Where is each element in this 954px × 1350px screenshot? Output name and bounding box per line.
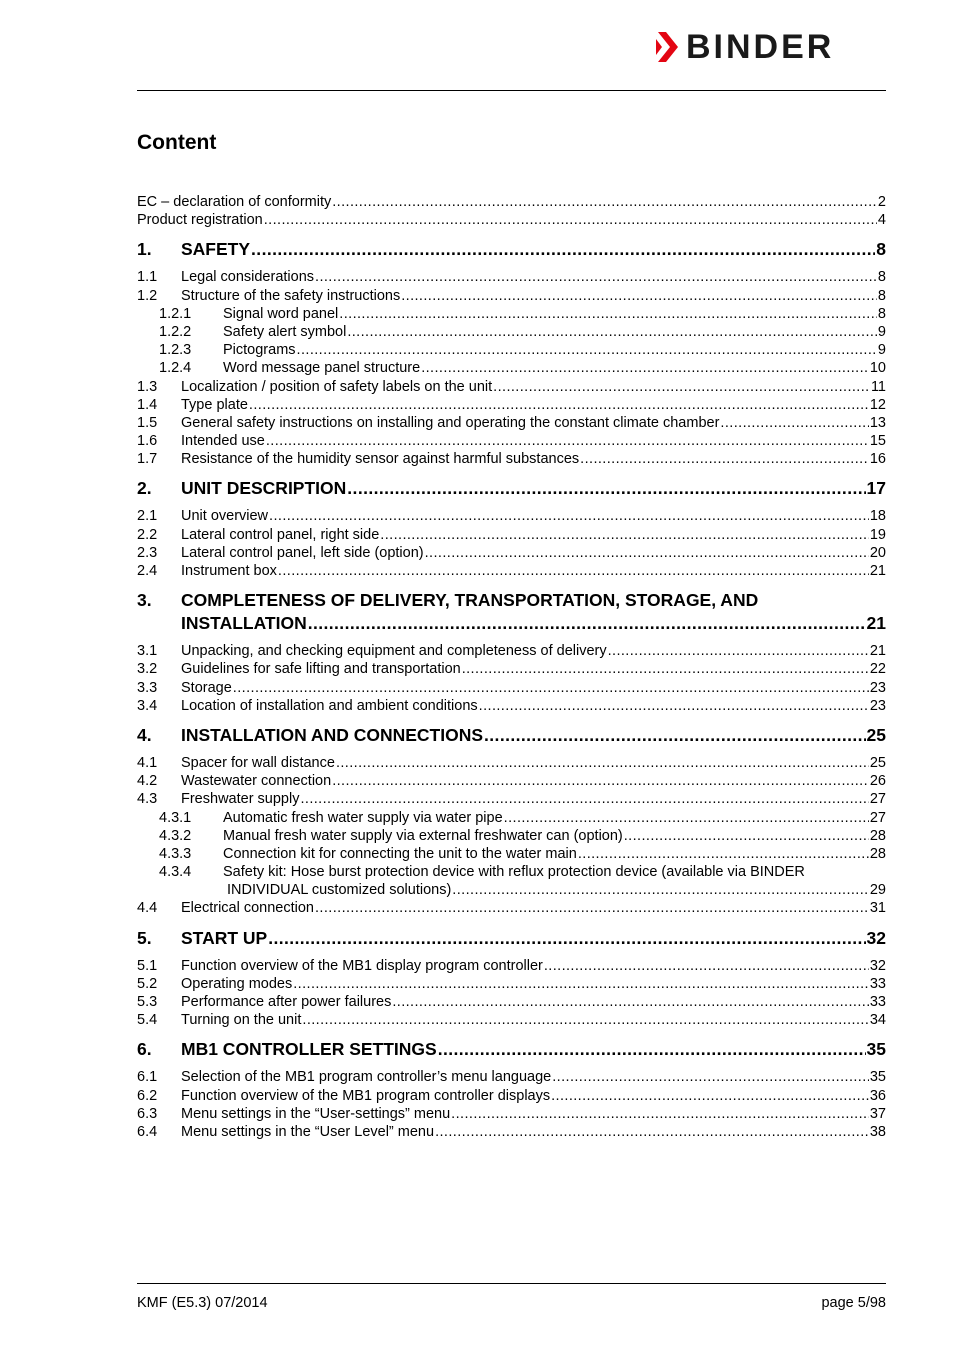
toc-entry-page: 33 xyxy=(869,994,886,1010)
toc-entry-page: 10 xyxy=(869,360,886,377)
toc-chapter-heading[interactable] xyxy=(137,477,886,500)
toc-entry-title: Unit overview xyxy=(181,508,269,525)
toc-entry-title: Legal considerations xyxy=(181,269,315,286)
toc-entry-title: Instrument box xyxy=(181,563,277,579)
toc-entry-title: Selection of the MB1 program controller’s menu language xyxy=(181,1069,552,1086)
toc-entry-title: Electrical connection xyxy=(181,900,314,917)
toc-entry-number: 5.2 xyxy=(137,975,158,992)
table-of-contents xyxy=(137,193,886,1141)
toc-entry-title: Freshwater supply xyxy=(181,791,300,808)
toc-entry[interactable] xyxy=(137,754,886,772)
toc-entry-title: Function overview of the MB1 display program controller xyxy=(181,957,543,974)
toc-entry[interactable] xyxy=(137,697,886,715)
toc-entry-title: Lateral control panel, right side xyxy=(181,526,380,543)
toc-leader-dots xyxy=(251,238,875,261)
toc-chapter-number: 1. xyxy=(137,239,152,260)
toc-entry-number: 1.5 xyxy=(137,414,158,431)
toc-entry[interactable] xyxy=(137,1123,886,1141)
toc-leader-dots xyxy=(278,562,869,580)
toc-chapter-number: 3. xyxy=(137,590,152,611)
toc-entry-number: 5.3 xyxy=(137,994,158,1010)
toc-entry-number: 1.6 xyxy=(137,433,158,450)
toc-entry-number: 3.2 xyxy=(137,661,158,678)
toc-entry-number: 3.3 xyxy=(137,679,158,696)
toc-entry-title: Signal word panel xyxy=(223,305,339,322)
toc-chapter-title: SAFETY xyxy=(181,239,251,260)
toc-entry-page: 31 xyxy=(869,900,886,917)
toc-entry-page: 16 xyxy=(869,451,886,468)
toc-entry-number: 1.1 xyxy=(137,269,158,286)
toc-entry[interactable] xyxy=(137,287,886,305)
toc-leader-dots xyxy=(315,899,869,917)
toc-entry-number: 4.3.4 xyxy=(159,864,192,881)
toc-chapter-title: UNIT DESCRIPTION xyxy=(181,478,347,499)
toc-entry-number: 6.3 xyxy=(137,1105,158,1122)
toc-entry-title: Safety alert symbol xyxy=(223,323,347,340)
toc-entry-title: Turning on the unit xyxy=(181,1012,302,1029)
toc-entry[interactable] xyxy=(137,359,886,377)
toc-entry-number: 2.2 xyxy=(137,526,158,543)
toc-leader-dots xyxy=(380,526,869,544)
toc-entry-page: 32 xyxy=(869,957,886,974)
toc-entry-number: 1.3 xyxy=(137,378,158,395)
toc-leader-dots xyxy=(552,1068,869,1086)
toc-entry[interactable] xyxy=(137,1011,886,1029)
toc-chapter-heading[interactable] xyxy=(137,589,886,635)
toc-entry-page: 23 xyxy=(869,697,886,714)
toc-leader-dots xyxy=(544,957,869,975)
toc-leader-dots xyxy=(233,679,869,697)
toc-leader-dots xyxy=(462,660,869,678)
binder-logo-mark-icon xyxy=(656,30,680,64)
header-rule xyxy=(137,90,886,91)
footer-rule xyxy=(137,1283,886,1284)
toc-entry[interactable] xyxy=(137,899,886,917)
toc-entry-number: 2.1 xyxy=(137,508,158,525)
toc-entry-page: 26 xyxy=(869,773,886,790)
toc-chapter-title: INSTALLATION AND CONNECTIONS xyxy=(181,724,484,745)
toc-entry-title: Spacer for wall distance xyxy=(181,754,335,771)
toc-chapter-title: COMPLETENESS OF DELIVERY, TRANSPORTATION, STORAGE, AND xyxy=(181,590,759,611)
toc-entry-title: Connection kit for connecting the unit to the water main xyxy=(223,845,577,862)
toc-entry[interactable] xyxy=(137,323,886,341)
toc-entry-page: 21 xyxy=(869,643,886,660)
toc-leader-dots xyxy=(266,432,869,450)
toc-entry-number: 4.2 xyxy=(137,773,158,790)
toc-entry-number: 6.2 xyxy=(137,1087,158,1104)
toc-entry[interactable] xyxy=(137,268,886,286)
toc-chapter-number: 2. xyxy=(137,478,152,499)
toc-entry-page: 8 xyxy=(877,287,886,304)
toc-leader-dots xyxy=(484,724,866,747)
toc-entry[interactable] xyxy=(137,396,886,414)
toc-entry-number: 1.2.3 xyxy=(159,342,192,359)
toc-leader-dots xyxy=(421,359,869,377)
toc-entry[interactable] xyxy=(137,378,886,396)
toc-chapter-heading[interactable] xyxy=(137,724,886,747)
toc-entry[interactable] xyxy=(137,341,886,359)
footer-document-id: KMF (E5.3) 07/2014 xyxy=(137,1295,268,1311)
toc-entry-title: Wastewater connection xyxy=(181,773,332,790)
toc-entry-number: 1.2 xyxy=(137,287,158,304)
toc-chapter-title: START UP xyxy=(181,927,268,948)
toc-chapter-heading[interactable] xyxy=(137,1038,886,1061)
toc-entry-page: 20 xyxy=(869,544,886,561)
toc-chapter-heading-line xyxy=(137,612,886,635)
toc-entry-page: 19 xyxy=(869,526,886,543)
toc-entry-page: 8 xyxy=(877,305,886,322)
toc-entry-title: Location of installation and ambient conditions xyxy=(181,697,478,714)
toc-entry-title: Pictograms xyxy=(223,342,296,359)
toc-entry-page: 18 xyxy=(869,508,886,525)
toc-entry-page: 4 xyxy=(877,212,886,229)
toc-entry-title: Structure of the safety instructions xyxy=(181,287,401,304)
toc-entry[interactable] xyxy=(137,1087,886,1105)
toc-entry-number: 2.3 xyxy=(137,544,158,561)
toc-entry-title: Unpacking, and checking equipment and completeness of delivery xyxy=(181,643,607,660)
toc-entry-title: Resistance of the humidity sensor against harmful substances xyxy=(181,451,580,468)
toc-leader-dots xyxy=(425,544,869,562)
toc-entry-title: Function overview of the MB1 program controller displays xyxy=(181,1087,551,1104)
toc-entry[interactable] xyxy=(137,526,886,544)
toc-entry-number: 3.4 xyxy=(137,697,158,714)
toc-leader-dots xyxy=(608,642,869,660)
toc-leader-dots xyxy=(302,1011,868,1029)
toc-entry-page: 12 xyxy=(869,396,886,413)
toc-entry-title: Storage xyxy=(181,679,232,696)
toc-entry-title: Menu settings in the “User-settings” menu xyxy=(181,1105,451,1122)
toc-entry-number: 6.1 xyxy=(137,1069,158,1086)
toc-leader-dots xyxy=(479,697,869,715)
toc-entry-page: 38 xyxy=(869,1123,886,1140)
toc-entry-page: 25 xyxy=(869,754,886,771)
toc-entry-title: Safety kit: Hose burst protection device with reflux protection device (available via BINDER xyxy=(223,864,805,881)
toc-entry-page: 33 xyxy=(869,975,886,992)
toc-leader-dots xyxy=(452,881,869,899)
toc-entry-title: Word message panel structure xyxy=(223,360,421,377)
toc-entry-title: Lateral control panel, left side (option) xyxy=(181,544,424,561)
toc-entry[interactable] xyxy=(137,562,886,580)
toc-entry-title: General safety instructions on installing and operating the constant climate chamber xyxy=(181,414,720,431)
toc-chapter-page: 17 xyxy=(866,478,886,499)
toc-entry[interactable] xyxy=(137,305,886,323)
toc-entry-page: 22 xyxy=(869,661,886,678)
toc-leader-dots xyxy=(315,268,877,286)
toc-leader-dots xyxy=(332,772,869,790)
toc-entry-page: 37 xyxy=(869,1105,886,1122)
toc-entry[interactable] xyxy=(137,790,886,808)
toc-chapter-title: MB1 CONTROLLER SETTINGS xyxy=(181,1039,437,1060)
toc-entry-title: Operating modes xyxy=(181,975,293,992)
toc-leader-dots xyxy=(401,287,877,305)
toc-entry-page: 15 xyxy=(869,433,886,450)
toc-entry-title: Product registration xyxy=(137,212,263,229)
toc-chapter-number: 6. xyxy=(137,1039,152,1060)
toc-chapter-heading-line xyxy=(137,589,886,612)
toc-entry-page: 36 xyxy=(869,1087,886,1104)
toc-entry-title: Menu settings in the “User Level” menu xyxy=(181,1123,435,1140)
toc-entry-title-continued: INDIVIDUAL customized solutions) xyxy=(227,882,452,899)
toc-chapter-number: 4. xyxy=(137,724,152,745)
toc-entry-page: 21 xyxy=(869,563,886,579)
toc-entry-number: 5.4 xyxy=(137,1012,158,1029)
toc-leader-dots xyxy=(720,414,868,432)
toc-entry[interactable] xyxy=(137,845,886,863)
toc-leader-dots xyxy=(438,1038,866,1061)
toc-leader-dots xyxy=(332,193,877,211)
toc-entry-title: Automatic fresh water supply via water pipe xyxy=(223,809,503,826)
toc-entry[interactable] xyxy=(137,993,886,1011)
toc-entry-page: 28 xyxy=(869,827,886,844)
toc-entry-number: 1.2.4 xyxy=(159,360,192,377)
toc-entry-number: 1.4 xyxy=(137,396,158,413)
toc-chapter-page: 32 xyxy=(866,927,886,948)
toc-entry[interactable] xyxy=(137,507,886,525)
toc-leader-dots xyxy=(339,305,877,323)
toc-leader-dots xyxy=(264,211,877,229)
toc-entry-page: 8 xyxy=(877,269,886,286)
toc-entry[interactable] xyxy=(137,414,886,432)
toc-entry[interactable] xyxy=(137,772,886,790)
toc-leader-dots xyxy=(269,507,869,525)
toc-entry[interactable] xyxy=(137,957,886,975)
toc-leader-dots xyxy=(249,396,869,414)
footer-page-number: page 5/98 xyxy=(821,1295,886,1311)
toc-entry-number: 1.2.2 xyxy=(159,323,192,340)
toc-chapter-page: 35 xyxy=(866,1039,886,1060)
toc-leader-dots xyxy=(293,975,869,993)
toc-chapter-page: 21 xyxy=(866,613,886,634)
toc-leader-dots xyxy=(347,477,865,500)
toc-chapter-number: 5. xyxy=(137,927,152,948)
logo-text: BINDER xyxy=(686,28,835,66)
toc-entry-page: 9 xyxy=(877,342,886,359)
toc-entry-number: 5.1 xyxy=(137,957,158,974)
page-title: Content xyxy=(137,131,217,154)
toc-entry-page: 9 xyxy=(877,323,886,340)
toc-leader-dots xyxy=(624,827,869,845)
toc-entry-title: Performance after power failures xyxy=(181,994,392,1010)
toc-entry[interactable] xyxy=(137,863,886,881)
toc-leader-dots xyxy=(300,790,868,808)
toc-leader-dots xyxy=(504,809,869,827)
toc-entry[interactable] xyxy=(137,975,886,993)
toc-entry-title: EC – declaration of conformity xyxy=(137,194,332,210)
toc-entry[interactable] xyxy=(137,450,886,468)
toc-entry-number: 2.4 xyxy=(137,563,158,579)
toc-chapter-page: 8 xyxy=(876,239,886,260)
toc-entry-page: 27 xyxy=(869,809,886,826)
toc-chapter-heading[interactable] xyxy=(137,927,886,950)
toc-entry-title: Type plate xyxy=(181,396,248,413)
toc-entry-number: 4.3.2 xyxy=(159,827,192,844)
toc-leader-dots xyxy=(578,845,869,863)
toc-entry-page: 13 xyxy=(869,414,886,431)
toc-entry[interactable] xyxy=(137,193,886,211)
toc-leader-dots xyxy=(297,341,877,359)
toc-entry-page: 2 xyxy=(877,194,886,210)
toc-entry[interactable] xyxy=(137,642,886,660)
toc-entry-page: 28 xyxy=(869,845,886,862)
toc-entry-continued[interactable] xyxy=(137,881,886,899)
toc-entry-page: 23 xyxy=(869,679,886,696)
binder-logo xyxy=(656,30,888,64)
toc-entry[interactable] xyxy=(137,211,886,229)
toc-leader-dots xyxy=(336,754,869,772)
toc-leader-dots xyxy=(580,450,869,468)
toc-entry[interactable] xyxy=(137,1068,886,1086)
toc-entry-number: 6.4 xyxy=(137,1123,158,1140)
toc-entry[interactable] xyxy=(137,679,886,697)
toc-entry-page: 29 xyxy=(869,882,886,899)
toc-entry-number: 4.3.3 xyxy=(159,845,192,862)
toc-leader-dots xyxy=(451,1105,869,1123)
toc-leader-dots xyxy=(493,378,870,396)
toc-entry-number: 4.3.1 xyxy=(159,809,192,826)
toc-entry-title: Localization / position of safety labels on the unit xyxy=(181,378,493,395)
toc-chapter-page: 25 xyxy=(866,724,886,745)
toc-entry[interactable] xyxy=(137,1105,886,1123)
toc-entry-title: Guidelines for safe lifting and transportation xyxy=(181,661,461,678)
toc-entry-page: 27 xyxy=(869,791,886,808)
toc-entry[interactable] xyxy=(137,827,886,845)
toc-leader-dots xyxy=(308,612,866,635)
toc-entry[interactable] xyxy=(137,660,886,678)
toc-entry-title: Manual fresh water supply via external freshwater can (option) xyxy=(223,827,623,844)
toc-entry-number: 4.3 xyxy=(137,791,158,808)
toc-entry-page: 35 xyxy=(869,1069,886,1086)
toc-entry-page: 11 xyxy=(870,378,886,395)
toc-leader-dots xyxy=(347,323,877,341)
toc-chapter-title-continued: INSTALLATION xyxy=(181,613,307,634)
toc-entry-title: Intended use xyxy=(181,433,265,450)
toc-entry[interactable] xyxy=(137,809,886,827)
toc-entry-number: 4.4 xyxy=(137,900,158,917)
toc-entry-number: 1.7 xyxy=(137,451,158,468)
toc-entry[interactable] xyxy=(137,544,886,562)
toc-leader-dots xyxy=(268,927,865,950)
toc-leader-dots xyxy=(435,1123,869,1141)
toc-entry-number: 1.2.1 xyxy=(159,305,192,322)
toc-entry-number: 4.1 xyxy=(137,754,158,771)
toc-entry-page: 34 xyxy=(869,1012,886,1029)
toc-entry-number: 3.1 xyxy=(137,643,158,660)
toc-leader-dots xyxy=(551,1087,869,1105)
toc-leader-dots xyxy=(392,993,869,1011)
toc-entry[interactable] xyxy=(137,432,886,450)
toc-chapter-heading[interactable] xyxy=(137,238,886,261)
